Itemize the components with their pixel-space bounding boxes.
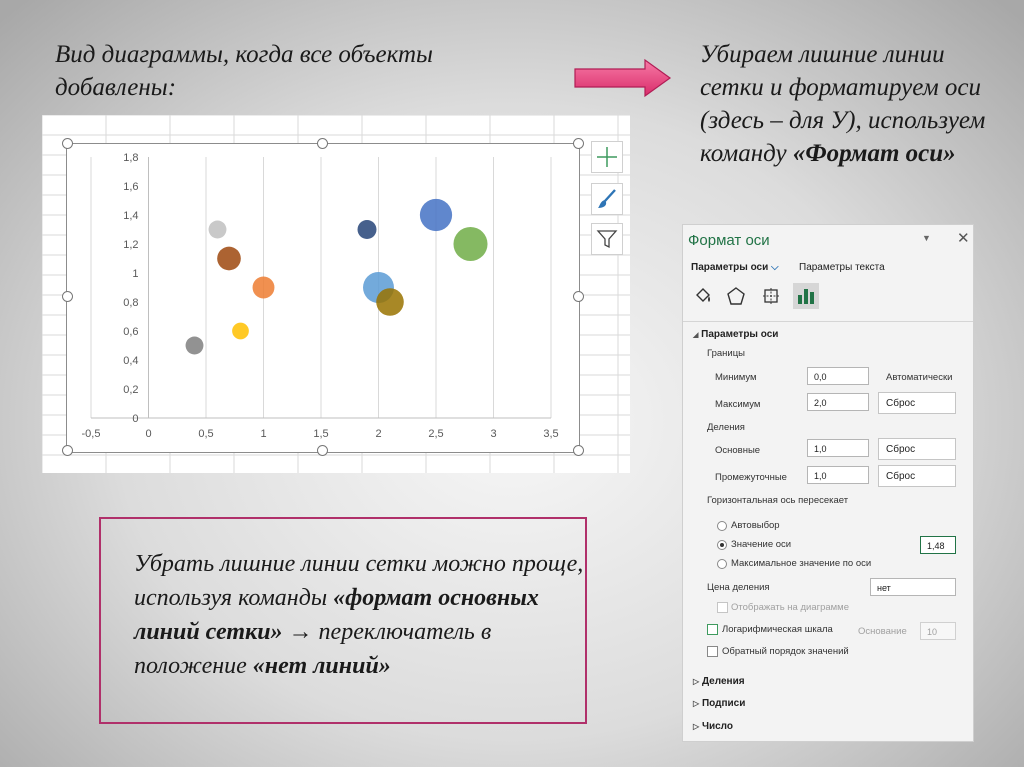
show-on-chart-checkbox[interactable] [717,602,728,613]
group-bounds-label: Границы [707,348,745,359]
chart-frame[interactable] [66,143,580,453]
bubble[interactable] [376,288,404,316]
y-tick-label: 0,8 [123,297,139,309]
cross-label: Горизонтальная ось пересекает [707,495,849,506]
pentagon-icon [726,286,746,306]
radio-max-value[interactable] [717,559,727,569]
bubble-chart[interactable] [67,144,579,452]
chart-area[interactable] [42,115,630,473]
section-axis-options[interactable]: ◢ Параметры оси [693,329,779,340]
plus-icon [596,146,618,168]
y-tick-label: 1 [132,268,139,280]
format-axis-pane [682,224,974,742]
radio-max-value-label: Максимальное значение по оси [731,558,872,569]
x-tick-label: 0 [145,428,152,440]
resize-handle-bottom-right[interactable] [573,445,584,456]
note-text: Убрать лишние линии сетки можно проще, используя команды «формат основных линий сетки» → переключатель в положение «нет линий» [134,551,584,679]
x-tick-label: 1,5 [313,428,329,440]
chart-styles-button[interactable] [591,183,623,215]
close-icon[interactable]: ✕ [957,230,970,247]
log-base-input[interactable]: 10 [920,622,956,640]
paint-bucket-icon [693,286,713,306]
bubble[interactable] [253,277,275,299]
radio-axis-value[interactable] [717,540,727,550]
bubble[interactable] [217,247,241,271]
bubble[interactable] [209,221,227,239]
reverse-order-label: Обратный порядок значений [722,646,849,657]
slide-title-right [700,38,1000,170]
pane-options-dropdown-icon[interactable]: ▼ [922,233,931,243]
log-base-label: Основание [858,626,907,637]
display-units-select[interactable]: нет [870,578,956,596]
max-input[interactable]: 2,0 [807,393,869,411]
log-scale-checkbox[interactable] [707,624,718,635]
chart-elements-button[interactable] [591,141,623,173]
y-tick-label: 0,2 [123,384,139,396]
chevron-down-icon: ⌵ [771,262,779,273]
major-reset-button[interactable]: Сброс [878,438,956,460]
minor-reset-button[interactable]: Сброс [878,465,956,487]
group-units-label: Деления [707,422,745,433]
x-tick-label: 1 [260,428,267,440]
max-label: Максимум [715,399,761,410]
size-properties-tab[interactable] [758,283,784,309]
axis-value-input[interactable]: 1,48 [920,536,956,554]
y-tick-label: 0,6 [123,326,139,338]
x-tick-label: -0,5 [81,428,101,440]
bubble[interactable] [420,199,452,231]
filter-icon [596,228,618,250]
display-units-label: Цена деления [707,582,770,593]
y-tick-label: 1,8 [123,152,139,164]
x-tick-label: 2 [375,428,382,440]
reverse-order-checkbox[interactable] [707,646,718,657]
right-arrow-icon [573,58,673,98]
pane-divider [683,321,973,322]
title-right-command: «Формат оси» [792,140,956,167]
resize-handle-right[interactable] [573,291,584,302]
resize-handle-bottom-left[interactable] [62,445,73,456]
y-tick-label: 1,2 [123,239,139,251]
resize-handle-bottom[interactable] [317,445,328,456]
radio-auto[interactable] [717,521,727,531]
x-tick-label: 3,5 [543,428,559,440]
major-label: Основные [715,445,761,456]
chart-filters-button[interactable] [591,223,623,255]
section-tick-marks[interactable]: ▷ Деления [693,676,745,687]
size-properties-icon [761,286,781,306]
slide-title-left: Вид диаграммы, когда все объекты добавлены: [55,41,433,101]
paintbrush-icon [596,188,618,210]
y-tick-label: 1,4 [123,210,139,222]
x-tick-label: 3 [490,428,497,440]
resize-handle-top-right[interactable] [573,138,584,149]
show-on-chart-label: Отображать на диаграмме [731,602,849,613]
triangle-right-icon: ▷ [693,722,700,731]
minor-input[interactable]: 1,0 [807,466,869,484]
section-labels[interactable]: ▷ Подписи [693,698,746,709]
tab-axis-options[interactable]: Параметры оси ⌵ [691,262,779,273]
y-tick-label: 1,6 [123,181,139,193]
resize-handle-left[interactable] [62,291,73,302]
x-tick-label: 0,5 [198,428,214,440]
minor-label: Промежуточные [715,472,787,483]
triangle-down-icon: ◢ [693,332,699,339]
y-tick-label: 0,4 [123,355,139,367]
title-right-text: Убираем лишние линии сетки и форматируем оси (здесь – для У), используем команду [700,41,986,167]
major-input[interactable]: 1,0 [807,439,869,457]
y-tick-label: 0 [132,413,139,425]
resize-handle-top-left[interactable] [62,138,73,149]
fill-line-tab[interactable] [690,283,716,309]
log-scale-label: Логарифмическая шкала [722,624,833,635]
resize-handle-top[interactable] [317,138,328,149]
section-number[interactable]: ▷ Число [693,721,734,732]
min-auto-button[interactable]: Автоматически [886,372,953,383]
min-input[interactable]: 0,0 [807,367,869,385]
effects-tab[interactable] [723,283,749,309]
triangle-right-icon: ▷ [693,699,700,708]
x-tick-label: 2,5 [428,428,444,440]
axis-options-tab[interactable] [793,283,819,309]
triangle-right-icon: ▷ [693,677,700,686]
max-reset-button[interactable]: Сброс [878,392,956,414]
pane-title: Формат оси [688,232,770,249]
bubble[interactable] [232,323,249,340]
bubble[interactable] [453,227,487,261]
bubble[interactable] [358,220,377,239]
bubble[interactable] [186,337,204,355]
min-label: Минимум [715,372,757,383]
radio-axis-value-label: Значение оси [731,539,792,550]
radio-auto-label: Автовыбор [731,520,780,531]
bar-chart-icon [796,286,816,306]
tab-text-options[interactable]: Параметры текста [799,262,885,273]
